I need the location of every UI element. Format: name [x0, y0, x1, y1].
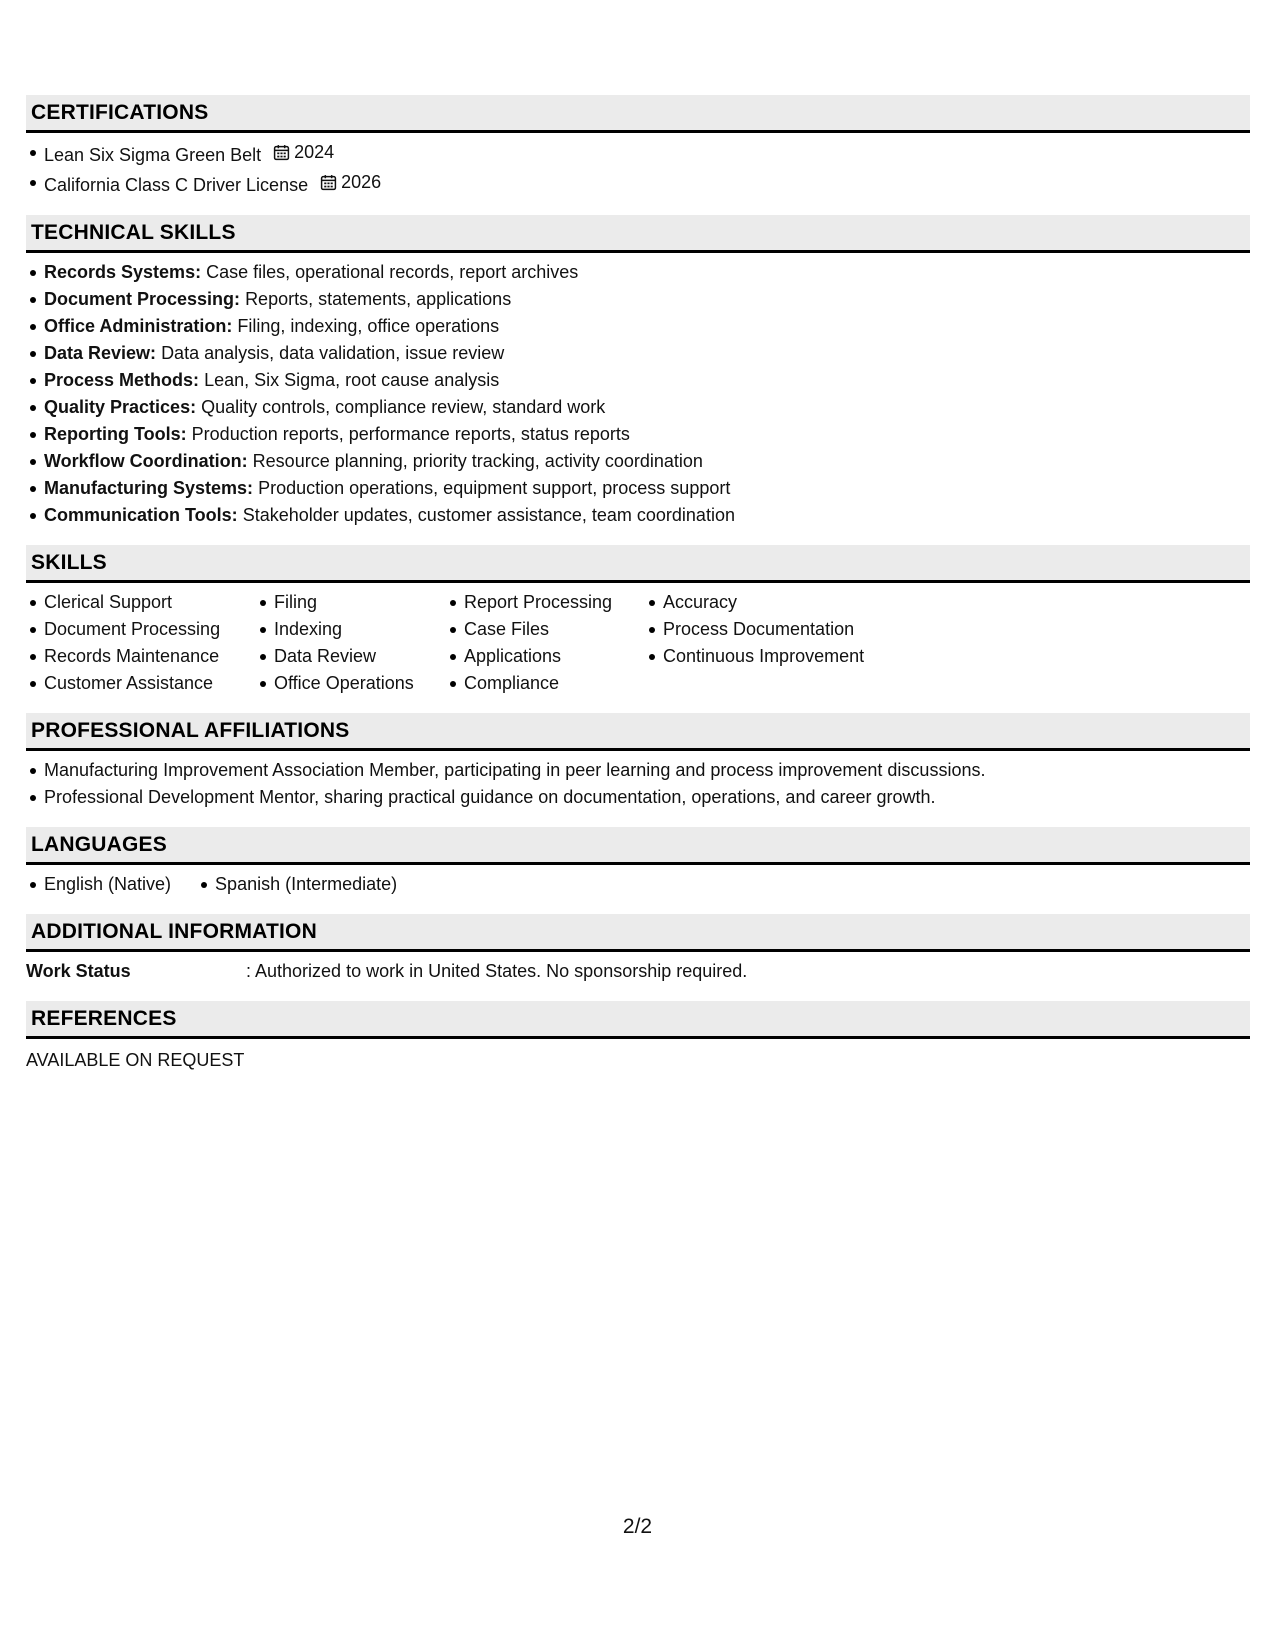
calendar-icon: [273, 144, 290, 161]
technical-skill-item: [44, 259, 1250, 286]
calendar-icon: [320, 174, 337, 191]
languages-list: [44, 871, 441, 898]
technical-skill-item: [44, 286, 1250, 313]
technical-skill-text: Filing, indexing, office operations: [237, 316, 500, 336]
affiliation-item: Professional Development Mentor, sharing practical guidance on documentation, operations, and career growth.: [44, 784, 1250, 811]
technical-skill-text: Reports, statements, applications: [245, 289, 512, 309]
technical-skill-item: [44, 502, 1250, 529]
skill-item: Office Operations: [274, 670, 464, 697]
skill-item: Indexing: [274, 616, 464, 643]
section-header: [26, 95, 1250, 133]
skill-item: Document Processing: [44, 616, 274, 643]
skills-column: [663, 589, 923, 697]
technical-skill-label: Reporting Tools:: [44, 424, 187, 444]
references-section: [26, 1001, 1250, 1074]
resume-page: [26, 95, 1250, 1090]
certification-name: Lean Six Sigma Green Belt: [44, 145, 262, 165]
work-status-label: Work Status: [26, 961, 131, 981]
section-header: [26, 713, 1250, 751]
language-item: English (Native): [44, 871, 171, 898]
section-title-additional-information: ADDITIONAL INFORMATION: [31, 919, 317, 943]
skill-item: Accuracy: [663, 589, 923, 616]
languages-section: [26, 827, 1250, 898]
skill-item: Records Maintenance: [44, 643, 274, 670]
technical-skill-item: [44, 394, 1250, 421]
affiliations-list: [26, 757, 1250, 811]
section-title-affiliations: PROFESSIONAL AFFILIATIONS: [31, 718, 350, 742]
technical-skill-item: [44, 313, 1250, 340]
section-title-languages: LANGUAGES: [31, 832, 167, 856]
technical-skill-item: [44, 367, 1250, 394]
certification-item: [44, 139, 1250, 169]
technical-skill-text: Resource planning, priority tracking, activity coordination: [252, 451, 703, 471]
additional-information-section: [26, 914, 1250, 985]
certifications-list: [26, 139, 1250, 199]
technical-skill-item: [44, 340, 1250, 367]
certification-name: California Class C Driver License: [44, 175, 309, 195]
technical-skill-text: Stakeholder updates, customer assistance, team coordination: [242, 505, 735, 525]
certification-year: 2024: [294, 142, 335, 162]
affiliation-item: Manufacturing Improvement Association Member, participating in peer learning and process improvement discussions.: [44, 757, 1250, 784]
technical-skill-label: Process Methods:: [44, 370, 200, 390]
technical-skill-text: Production operations, equipment support, process support: [258, 478, 731, 498]
technical-skill-label: Document Processing:: [44, 289, 241, 309]
skill-item: Applications: [464, 643, 663, 670]
section-header: [26, 1001, 1250, 1039]
certification-year: 2026: [341, 172, 382, 192]
technical-skill-text: Lean, Six Sigma, root cause analysis: [204, 370, 500, 390]
certifications-section: [26, 95, 1250, 199]
section-title-technical-skills: TECHNICAL SKILLS: [31, 220, 236, 244]
skills-column: [464, 589, 663, 697]
technical-skill-label: Data Review:: [44, 343, 157, 363]
technical-skill-item: [44, 421, 1250, 448]
skill-item: Continuous Improvement: [663, 643, 923, 670]
affiliations-section: [26, 713, 1250, 811]
skill-item: Case Files: [464, 616, 663, 643]
section-title-references: REFERENCES: [31, 1006, 177, 1030]
technical-skill-text: Case files, operational records, report archives: [206, 262, 579, 282]
skill-item: Data Review: [274, 643, 464, 670]
skill-item: Filing: [274, 589, 464, 616]
languages-row: [26, 871, 1250, 898]
technical-skills-section: [26, 215, 1250, 529]
section-header: [26, 827, 1250, 865]
skills-grid: [26, 589, 1250, 697]
technical-skill-label: Records Systems:: [44, 262, 202, 282]
technical-skill-item: [44, 448, 1250, 475]
certification-date: [320, 169, 381, 196]
page-number: 2/2: [622, 1515, 653, 1538]
language-item: Spanish (Intermediate): [215, 871, 397, 898]
work-status-row: [26, 958, 1250, 985]
skills-section: [26, 545, 1250, 697]
references-text: AVAILABLE ON REQUEST: [26, 1050, 245, 1070]
technical-skill-label: Communication Tools:: [44, 505, 238, 525]
skill-item: Process Documentation: [663, 616, 923, 643]
technical-skill-label: Workflow Coordination:: [44, 451, 248, 471]
section-title-certifications: CERTIFICATIONS: [31, 100, 209, 124]
certification-item: [44, 169, 1250, 199]
skill-item: Customer Assistance: [44, 670, 274, 697]
section-title-skills: SKILLS: [31, 550, 107, 574]
skill-item: Report Processing: [464, 589, 663, 616]
skills-column: [44, 589, 274, 697]
technical-skill-text: Production reports, performance reports, status reports: [191, 424, 630, 444]
technical-skill-text: Quality controls, compliance review, standard work: [201, 397, 606, 417]
technical-skill-label: Office Administration:: [44, 316, 233, 336]
skill-item: Clerical Support: [44, 589, 274, 616]
technical-skill-label: Quality Practices:: [44, 397, 197, 417]
skills-column: [274, 589, 464, 697]
technical-skills-list: [26, 259, 1250, 529]
section-header: [26, 914, 1250, 952]
work-status-value: : Authorized to work in United States. No sponsorship required.: [246, 961, 748, 981]
skill-item: Compliance: [464, 670, 663, 697]
section-header: [26, 215, 1250, 253]
technical-skill-text: Data analysis, data validation, issue review: [161, 343, 505, 363]
technical-skill-item: [44, 475, 1250, 502]
technical-skill-label: Manufacturing Systems:: [44, 478, 254, 498]
section-header: [26, 545, 1250, 583]
certification-date: [273, 139, 334, 166]
